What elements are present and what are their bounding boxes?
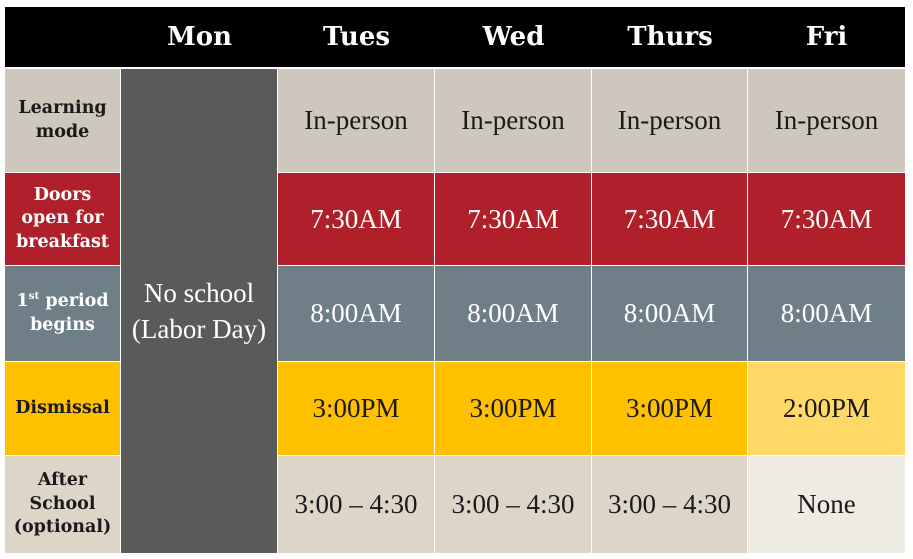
learning-mode-tues: In-person xyxy=(278,69,435,173)
label-line xyxy=(16,290,108,314)
header-mon: Mon xyxy=(121,7,278,69)
header-fri: Fri xyxy=(748,7,905,69)
label-line: After xyxy=(37,470,88,491)
doors-open-tues: 7:30AM xyxy=(278,173,435,266)
learning-mode-fri: In-person xyxy=(748,69,905,173)
label-line: mode xyxy=(35,121,90,142)
label-rest: period xyxy=(39,290,109,311)
header-tues: Tues xyxy=(278,7,435,69)
label-line: (optional) xyxy=(13,517,112,538)
label-line: School xyxy=(29,493,96,514)
first-period-thurs: 8:00AM xyxy=(592,266,748,362)
label-line: open for xyxy=(21,208,104,229)
first-period-fri: 8:00AM xyxy=(748,266,905,362)
schedule-table xyxy=(5,7,905,553)
monday-line-1: No school xyxy=(143,277,255,308)
label-line: Doors xyxy=(33,184,92,205)
row-label-first-period xyxy=(5,266,121,362)
dismissal-tues: 3:00PM xyxy=(278,362,435,456)
header-wed: Wed xyxy=(435,7,592,69)
label-line: begins xyxy=(30,314,95,335)
row-label-after-school xyxy=(5,456,121,553)
dismissal-fri: 2:00PM xyxy=(748,362,905,456)
doors-open-thurs: 7:30AM xyxy=(592,173,748,266)
after-school-tues: 3:00 – 4:30 xyxy=(278,456,435,553)
monday-no-school-cell xyxy=(121,69,278,553)
row-label-doors-open xyxy=(5,173,121,266)
row-label-learning-mode xyxy=(5,69,121,173)
doors-open-fri: 7:30AM xyxy=(748,173,905,266)
header-thurs: Thurs xyxy=(592,7,748,69)
label-number: 1 xyxy=(16,290,29,311)
row-label-dismissal: Dismissal xyxy=(5,362,121,456)
after-school-wed: 3:00 – 4:30 xyxy=(435,456,592,553)
after-school-thurs: 3:00 – 4:30 xyxy=(592,456,748,553)
label-line: Learning xyxy=(18,97,107,118)
dismissal-wed: 3:00PM xyxy=(435,362,592,456)
label-line: breakfast xyxy=(16,231,109,252)
dismissal-thurs: 3:00PM xyxy=(592,362,748,456)
header-corner xyxy=(5,7,121,69)
first-period-tues: 8:00AM xyxy=(278,266,435,362)
monday-line-2: (Labor Day) xyxy=(131,314,267,344)
label-superscript: st xyxy=(28,290,40,303)
after-school-fri: None xyxy=(748,456,905,553)
first-period-wed: 8:00AM xyxy=(435,266,592,362)
learning-mode-thurs: In-person xyxy=(592,69,748,173)
doors-open-wed: 7:30AM xyxy=(435,173,592,266)
learning-mode-wed: In-person xyxy=(435,69,592,173)
